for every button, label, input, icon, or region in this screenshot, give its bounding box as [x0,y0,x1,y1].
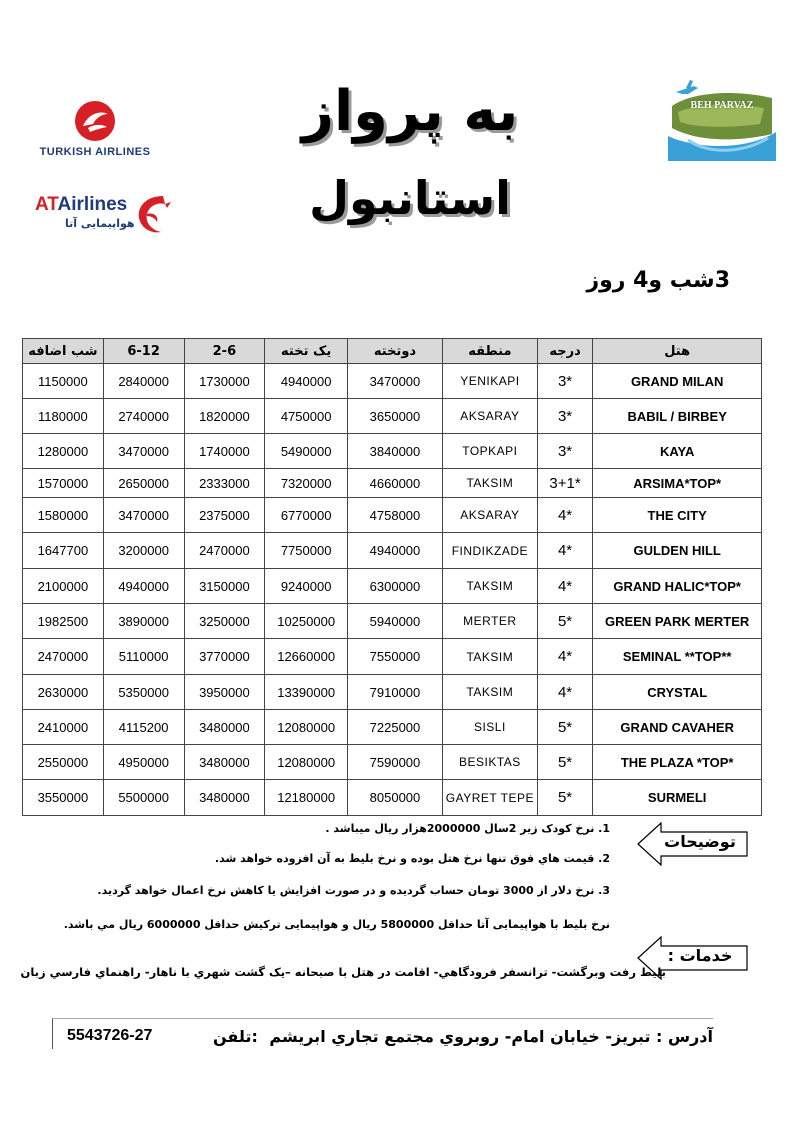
grade-cell: 3+1* [537,469,593,498]
hotel-cell: SURMELI [593,780,762,816]
hotel-cell: KAYA [593,434,762,469]
city-title: استانبول [309,171,511,225]
child-6-12-cell: 5110000 [103,639,184,675]
grade-cell: 4* [537,569,593,604]
double-cell: 7590000 [348,745,443,780]
double-cell: 8050000 [348,780,443,816]
table-row [23,434,762,469]
area-cell: MERTER [442,604,537,639]
double-cell: 5940000 [348,604,443,639]
child-6-12-cell: 3890000 [103,604,184,639]
area-cell: BESIKTAS [442,745,537,780]
extra-night-cell: 1580000 [23,498,104,533]
double-cell: 6300000 [348,569,443,604]
agency-title: به پرواز [301,79,519,144]
child-2-6-cell: 3950000 [184,675,265,710]
child-2-6-cell: 3770000 [184,639,265,675]
extra-night-cell: 2410000 [23,710,104,745]
notes-label: توضیحات [664,832,736,851]
grade-cell: 4* [537,639,593,675]
extra-night-cell: 3550000 [23,780,104,816]
area-cell: TAKSIM [442,639,537,675]
child-6-12-cell: 4940000 [103,569,184,604]
turkish-airlines-logo [35,100,155,170]
globe-plane-icon [668,76,776,161]
hotel-cell: CRYSTAL [593,675,762,710]
hotel-cell: GRAND CAVAHER [593,710,762,745]
note-item-1: 1. نرخ کودک زیر 2سال 2000000هزار ریال میباشد . [325,822,610,835]
grade-cell: 3* [537,434,593,469]
hotel-cell: GRAND HALIC*TOP* [593,569,762,604]
single-cell: 4940000 [265,364,348,399]
grade-cell: 4* [537,675,593,710]
child-6-12-cell: 2740000 [103,399,184,434]
double-cell: 4758000 [348,498,443,533]
area-cell: FINDIKZADE [442,533,537,569]
hotel-cell: THE CITY [593,498,762,533]
area-cell: TOPKAPI [442,434,537,469]
double-cell: 7225000 [348,710,443,745]
footer-phone-label: تلفن: [213,1027,258,1046]
child-6-12-cell: 5500000 [103,780,184,816]
grade-cell: 5* [537,745,593,780]
hotel-cell: GULDEN HILL [593,533,762,569]
single-cell: 9240000 [265,569,348,604]
grade-cell: 3* [537,399,593,434]
header-hotel: هتل [593,339,762,364]
double-cell: 3840000 [348,434,443,469]
child-2-6-cell: 2375000 [184,498,265,533]
header-grade: درجه [537,339,593,364]
area-cell: GAYRET TEPE [442,780,537,816]
child-6-12-cell: 2840000 [103,364,184,399]
header-child-6-12: 6-12 [103,339,184,364]
grade-cell: 5* [537,710,593,745]
child-2-6-cell: 1820000 [184,399,265,434]
ata-bird-icon [133,192,173,236]
single-cell: 4750000 [265,399,348,434]
child-2-6-cell: 3480000 [184,745,265,780]
table-row [23,569,762,604]
footer-address: آدرس : تبریز- خیابان امام- روبروي مجتمع تجاري ابریشم [269,1027,713,1046]
note-item-4: نرخ بلیط با هواپیمایی آتا حداقل 5800000 ریال و هواپیمایی ترکیش حداقل 6000000 ریال مي باشد. [63,918,610,931]
single-cell: 5490000 [265,434,348,469]
child-2-6-cell: 3480000 [184,780,265,816]
extra-night-cell: 1982500 [23,604,104,639]
area-cell: AKSARAY [442,498,537,533]
extra-night-cell: 1647700 [23,533,104,569]
single-cell: 7750000 [265,533,348,569]
table-header-row [23,339,762,364]
child-6-12-cell: 2650000 [103,469,184,498]
single-cell: 7320000 [265,469,348,498]
area-cell: TAKSIM [442,569,537,604]
extra-night-cell: 1180000 [23,399,104,434]
single-cell: 12180000 [265,780,348,816]
table-row [23,745,762,780]
footer-phone: 5543726-27 [67,1027,153,1044]
area-cell: TAKSIM [442,675,537,710]
table-row [23,533,762,569]
turkish-airlines-name: TURKISH AIRLINES [39,146,151,158]
table-row [23,675,762,710]
double-cell: 7910000 [348,675,443,710]
child-6-12-cell: 3470000 [103,434,184,469]
ata-airlines-logo [35,190,175,238]
header-double: دوتخته [348,339,443,364]
services-label: خدمات : [667,946,733,965]
header-child-2-6: 2-6 [184,339,265,364]
grade-cell: 5* [537,604,593,639]
table-row [23,710,762,745]
table-body [23,364,762,816]
note-item-2: 2. قیمت هاي فوق تنها نرخ هتل بوده و نرخ بلیط به آن افزوده خواهد شد. [214,852,610,865]
single-cell: 13390000 [265,675,348,710]
table-row [23,399,762,434]
child-2-6-cell: 2470000 [184,533,265,569]
hotel-cell: SEMINAL **TOP** [593,639,762,675]
child-6-12-cell: 3470000 [103,498,184,533]
footer [52,1018,713,1049]
hotel-rates-table [22,338,762,816]
turkish-airlines-emblem-icon [74,100,116,142]
extra-night-cell: 2470000 [23,639,104,675]
single-cell: 12080000 [265,745,348,780]
double-cell: 3470000 [348,364,443,399]
header-extra-night: شب اضافه [23,339,104,364]
hotel-cell: GREEN PARK MERTER [593,604,762,639]
hotel-cell: GRAND MILAN [593,364,762,399]
grade-cell: 5* [537,780,593,816]
child-6-12-cell: 4115200 [103,710,184,745]
child-2-6-cell: 3250000 [184,604,265,639]
grade-cell: 4* [537,498,593,533]
ata-airlines-wordmark: ATAirlines [35,194,128,215]
tour-duration: 3شب و4 روز [586,268,730,293]
hotel-cell: ARSIMA*TOP* [593,469,762,498]
child-2-6-cell: 1730000 [184,364,265,399]
table-row [23,639,762,675]
single-cell: 12660000 [265,639,348,675]
double-cell: 7550000 [348,639,443,675]
area-cell: TAKSIM [442,469,537,498]
ata-airlines-persian-name: هواپیمایی آتا [65,217,135,230]
child-2-6-cell: 1740000 [184,434,265,469]
table-row [23,469,762,498]
single-cell: 12080000 [265,710,348,745]
extra-night-cell: 1150000 [23,364,104,399]
extra-night-cell: 2550000 [23,745,104,780]
header-single: یک تخته [265,339,348,364]
single-cell: 6770000 [265,498,348,533]
services-text: بلیط رفت وبرگشت- ترانسفر فرودگاهي- اقامت در هتل با صبحانه –یک گشت شهري با ناهار- راهنماي فارسي زبان [20,965,666,979]
header-area: منطقه [442,339,537,364]
table-row [23,780,762,816]
table-row [23,498,762,533]
hotel-cell: THE PLAZA *TOP* [593,745,762,780]
child-2-6-cell: 3480000 [184,710,265,745]
double-cell: 4660000 [348,469,443,498]
hotel-cell: BABIL / BIRBEY [593,399,762,434]
child-2-6-cell: 2333000 [184,469,265,498]
extra-night-cell: 1570000 [23,469,104,498]
grade-cell: 4* [537,533,593,569]
double-cell: 4940000 [348,533,443,569]
area-cell: YENIKAPI [442,364,537,399]
beh-parvaz-logo-text: BEH PARVAZ [690,100,754,111]
table-row [23,364,762,399]
child-2-6-cell: 3150000 [184,569,265,604]
extra-night-cell: 1280000 [23,434,104,469]
grade-cell: 3* [537,364,593,399]
area-cell: AKSARAY [442,399,537,434]
double-cell: 3650000 [348,399,443,434]
area-cell: SISLI [442,710,537,745]
child-6-12-cell: 4950000 [103,745,184,780]
single-cell: 10250000 [265,604,348,639]
note-item-3: 3. نرخ دلار از 3000 تومان حساب گردیده و در صورت افزایش یا کاهش نرخ اعمال خواهد گردید. [97,884,610,897]
table-row [23,604,762,639]
child-6-12-cell: 5350000 [103,675,184,710]
beh-parvaz-logo [668,76,776,161]
extra-night-cell: 2100000 [23,569,104,604]
extra-night-cell: 2630000 [23,675,104,710]
child-6-12-cell: 3200000 [103,533,184,569]
